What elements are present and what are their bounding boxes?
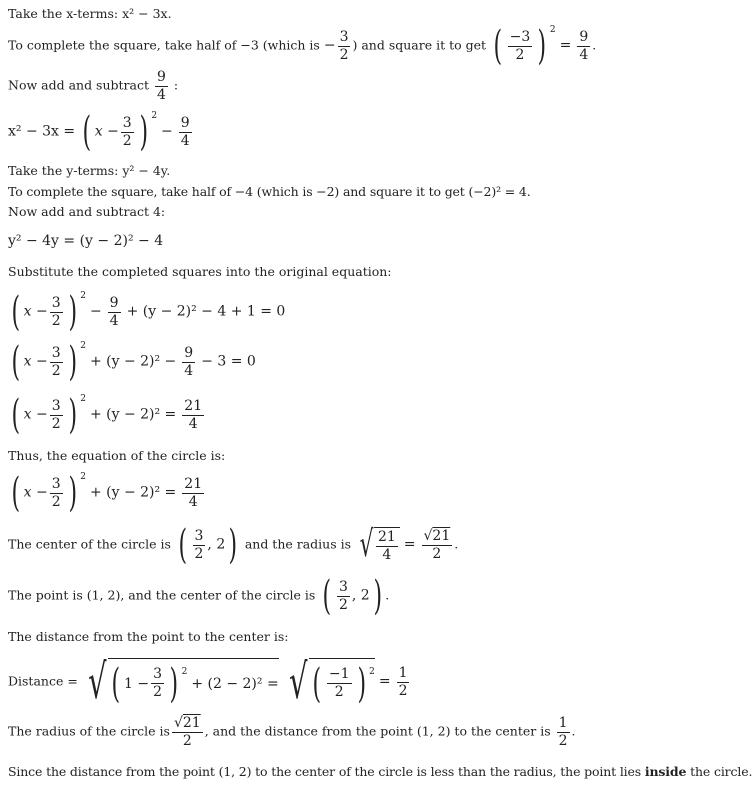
substituted-equation-1: ( x − $\frac{3}{2}$ ) $^2$ − $\frac{9}{4}$ + (y − 2)² − 4 + 1 = 0 [11,289,286,335]
add-subtract-y-line: Now add and subtract 4: [8,204,166,219]
center-radius-line: The center of the circle is ( $\frac{3}{2}$ , 2) and the radius is √ $\frac{21}{4}$ = $\frac{√21}{2}$ . [8,522,459,568]
complete-square-y-line: To complete the square, take half of −4 (which is −2) and square it to get (−2)² = 4. [8,184,531,199]
y-terms-line: Take the y-terms: y² − 4y. [8,163,171,178]
minus3-over-2-fraction: $\frac{-3}{2}$ [509,28,531,63]
distance-equation: Distance = √ ( 1 − $\frac{3}{2}$ ) $^2$ + (2 − 2)² = √ ( $\frac{-1}{2}$ ) $^2$ = $\frac{1}{2}$ [8,654,408,710]
distance-intro-line: The distance from the point to the center is: [8,629,289,644]
add-subtract-x-line: Now add and subtract $\frac{9}{4}$ : [8,69,179,103]
nine-fourths-fraction: $\frac{9}{4}$ [579,28,589,63]
radius-distance-line: The radius of the circle is $\frac{√21}{2}$ , and the distance from the point (1, 2) to the center is $\frac{1}{2}$ . [8,715,576,749]
complete-square-x-text-b: ) and square it to get [352,37,487,53]
substituted-equation-3: ( x − $\frac{3}{2}$ ) $^2$ + (y − 2)² = $\frac{21}{4}$ [11,392,203,438]
x-terms-line: Take the x-terms: x² − 3x. [8,6,172,21]
complete-square-x-text-a: To complete the square, take half of −3 (which is [8,37,320,53]
conclusion-line: Since the distance from the point (1, 2) to the center of the circle is less than the radius, the point lies inside the circle. [8,764,752,779]
x-completed-square-equation: x² − 3x = ( x − $\frac{3}{2}$ ) $^2$ − $\frac{9}{4}$ [8,109,190,155]
nine-fourths-fraction-2: $\frac{9}{4}$ [156,69,166,103]
circle-equation: ( x − $\frac{3}{2}$ ) $^2$ + (y − 2)² = $\frac{21}{4}$ [11,470,203,516]
y-completed-square-equation: y² − 4y = (y − 2)² − 4 [8,233,164,249]
point-center-line: The point is (1, 2), and the center of the circle is ( $\frac{3}{2}$ , 2) . [8,573,390,619]
half-of-minus3-fraction: $\frac{3}{2}$ [339,28,349,63]
circle-equation-intro: Thus, the equation of the circle is: [8,448,226,463]
inside-keyword: inside [644,764,687,779]
substitute-line: Substitute the completed squares into the original equation: [8,264,392,279]
complete-square-x-line: To complete the square, take half of −3 (which is − $\frac{3}{2}$ ) and square it to get ( $\frac{-3}{2}$ ) $^2$ = $\frac{9}{4}$ . [8,23,597,69]
substituted-equation-2: ( x − $\frac{3}{2}$ ) $^2$ + (y − 2)² − $\frac{9}{4}$ − 3 = 0 [11,339,256,385]
